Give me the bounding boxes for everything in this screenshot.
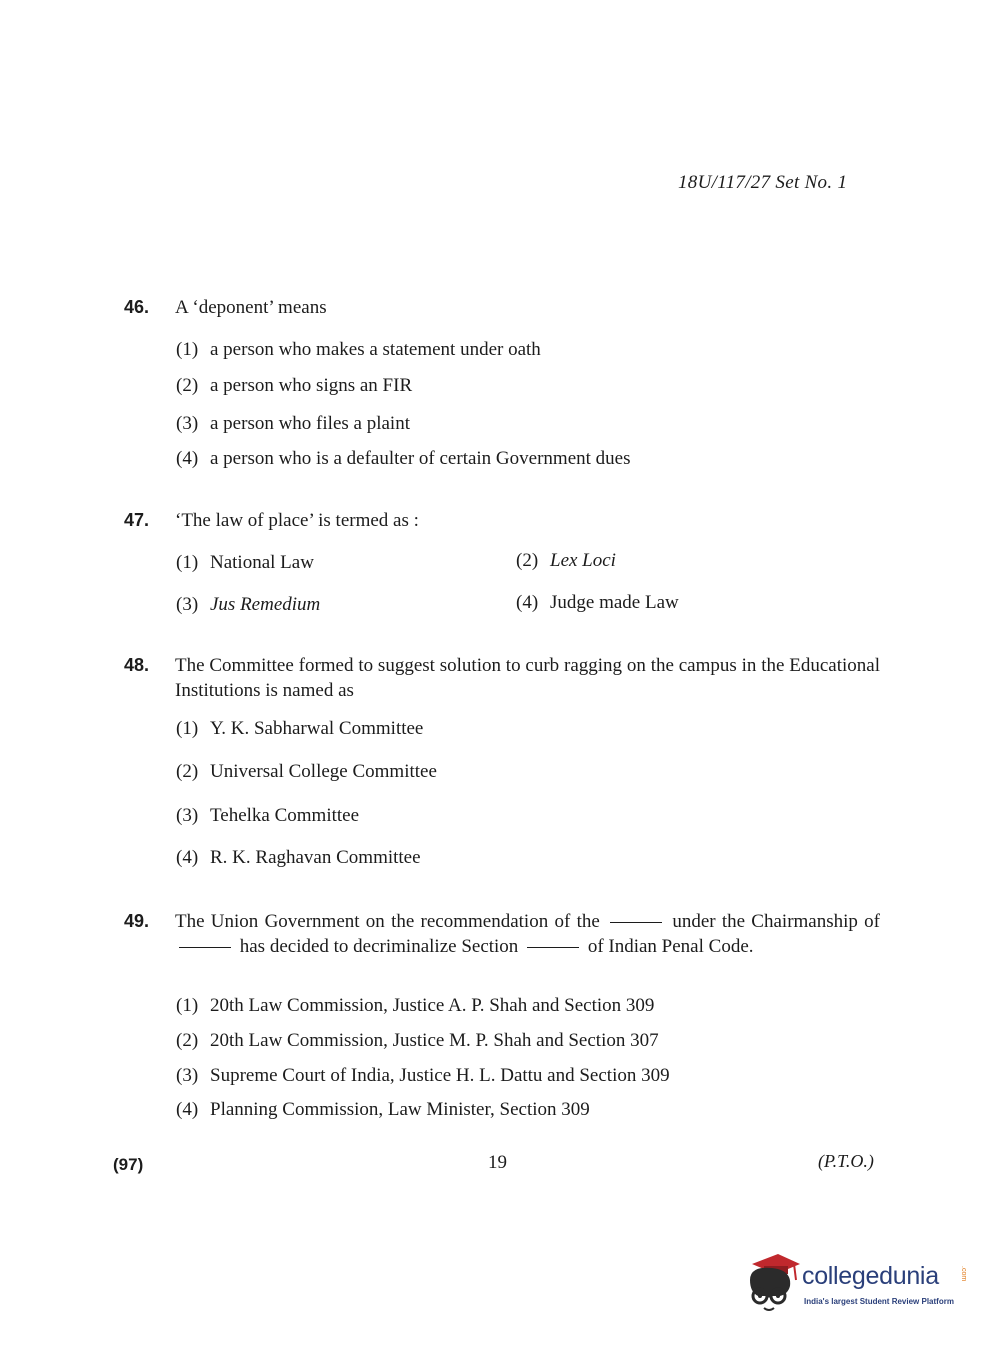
option-2 [516, 550, 616, 572]
option-number: (1) [176, 339, 199, 360]
question-text: The Committee formed to suggest solution to curb ragging on the campus in the Educational Institutions is named as [175, 655, 880, 701]
option-text: Tehelka Committee [210, 805, 360, 826]
option-3 [176, 413, 410, 435]
option-3 [176, 594, 320, 616]
question-text-part: The Union Government on the recommendation of the [175, 911, 600, 932]
option-number: (1) [176, 718, 199, 739]
option-4 [176, 1099, 590, 1121]
option-number: (2) [176, 761, 199, 782]
question-text-part: under the Chairmanship of [672, 911, 880, 932]
option-1 [176, 552, 314, 574]
question-text-part: has decided to decriminalize Section [239, 936, 519, 957]
option-4 [516, 592, 679, 614]
option-2 [176, 375, 412, 397]
option-number: (2) [176, 375, 199, 396]
option-number: (1) [176, 995, 199, 1016]
collegedunia-logo [742, 1248, 972, 1318]
option-text: 20th Law Commission, Justice M. P. Shah and Section 307 [210, 1030, 659, 1051]
question-number: 46. [124, 297, 150, 317]
option-number: (3) [176, 805, 199, 826]
option-1 [176, 339, 541, 361]
option-number: (4) [176, 448, 199, 469]
answer-blank [527, 947, 579, 948]
option-number: (1) [176, 552, 199, 573]
option-number: (3) [176, 1065, 199, 1086]
option-text: National Law [210, 552, 314, 573]
option-text: a person who files a plaint [210, 413, 410, 434]
option-number: (2) [176, 1030, 199, 1051]
option-number: (4) [176, 1099, 199, 1120]
question-number: 48. [124, 655, 150, 675]
option-number: (3) [176, 594, 199, 615]
option-text: Universal College Committee [210, 761, 437, 782]
answer-blank [610, 922, 662, 923]
question-text: A ‘deponent’ means [175, 297, 327, 318]
set-code: 18U/117/27 Set No. 1 [678, 172, 848, 193]
question-number: 47. [124, 510, 150, 530]
question-text [175, 909, 880, 959]
option-text: 20th Law Commission, Justice A. P. Shah and Section 309 [210, 995, 655, 1016]
option-text: Supreme Court of India, Justice H. L. Dattu and Section 309 [210, 1065, 670, 1086]
question-text-part: of Indian Penal Code. [587, 936, 754, 957]
option-text: Lex Loci [550, 550, 616, 571]
question-text: ‘The law of place’ is termed as : [175, 510, 419, 531]
option-2 [176, 1030, 659, 1052]
option-number: (3) [176, 413, 199, 434]
option-number: (2) [516, 550, 539, 571]
logo-com: .com [960, 1266, 967, 1282]
option-number: (4) [516, 592, 539, 613]
option-4 [176, 448, 631, 470]
logo-tagline: India's largest Student Review Platform [804, 1297, 954, 1306]
option-text: Y. K. Sabharwal Committee [210, 718, 424, 739]
answer-blank [179, 947, 231, 948]
option-text: a person who signs an FIR [210, 375, 413, 396]
option-text: Planning Commission, Law Minister, Section 309 [210, 1099, 590, 1120]
option-2 [176, 761, 437, 783]
option-text: a person who makes a statement under oath [210, 339, 541, 360]
question-number: 49. [124, 911, 150, 931]
option-3 [176, 805, 359, 827]
option-text: R. K. Raghavan Committee [210, 847, 421, 868]
option-number: (4) [176, 847, 199, 868]
logo-wordmark: collegedunia [802, 1262, 939, 1290]
option-1 [176, 995, 654, 1017]
mascot-icon [742, 1250, 802, 1316]
page-number: 19 [488, 1152, 507, 1173]
option-3 [176, 1065, 670, 1087]
page-code: (97) [113, 1155, 144, 1174]
option-text: Judge made Law [550, 592, 679, 613]
option-text: Jus Remedium [210, 594, 321, 615]
option-1 [176, 718, 423, 740]
option-text: a person who is a defaulter of certain Government dues [210, 448, 631, 469]
option-4 [176, 847, 421, 869]
pto-label: (P.T.O.) [818, 1151, 874, 1171]
